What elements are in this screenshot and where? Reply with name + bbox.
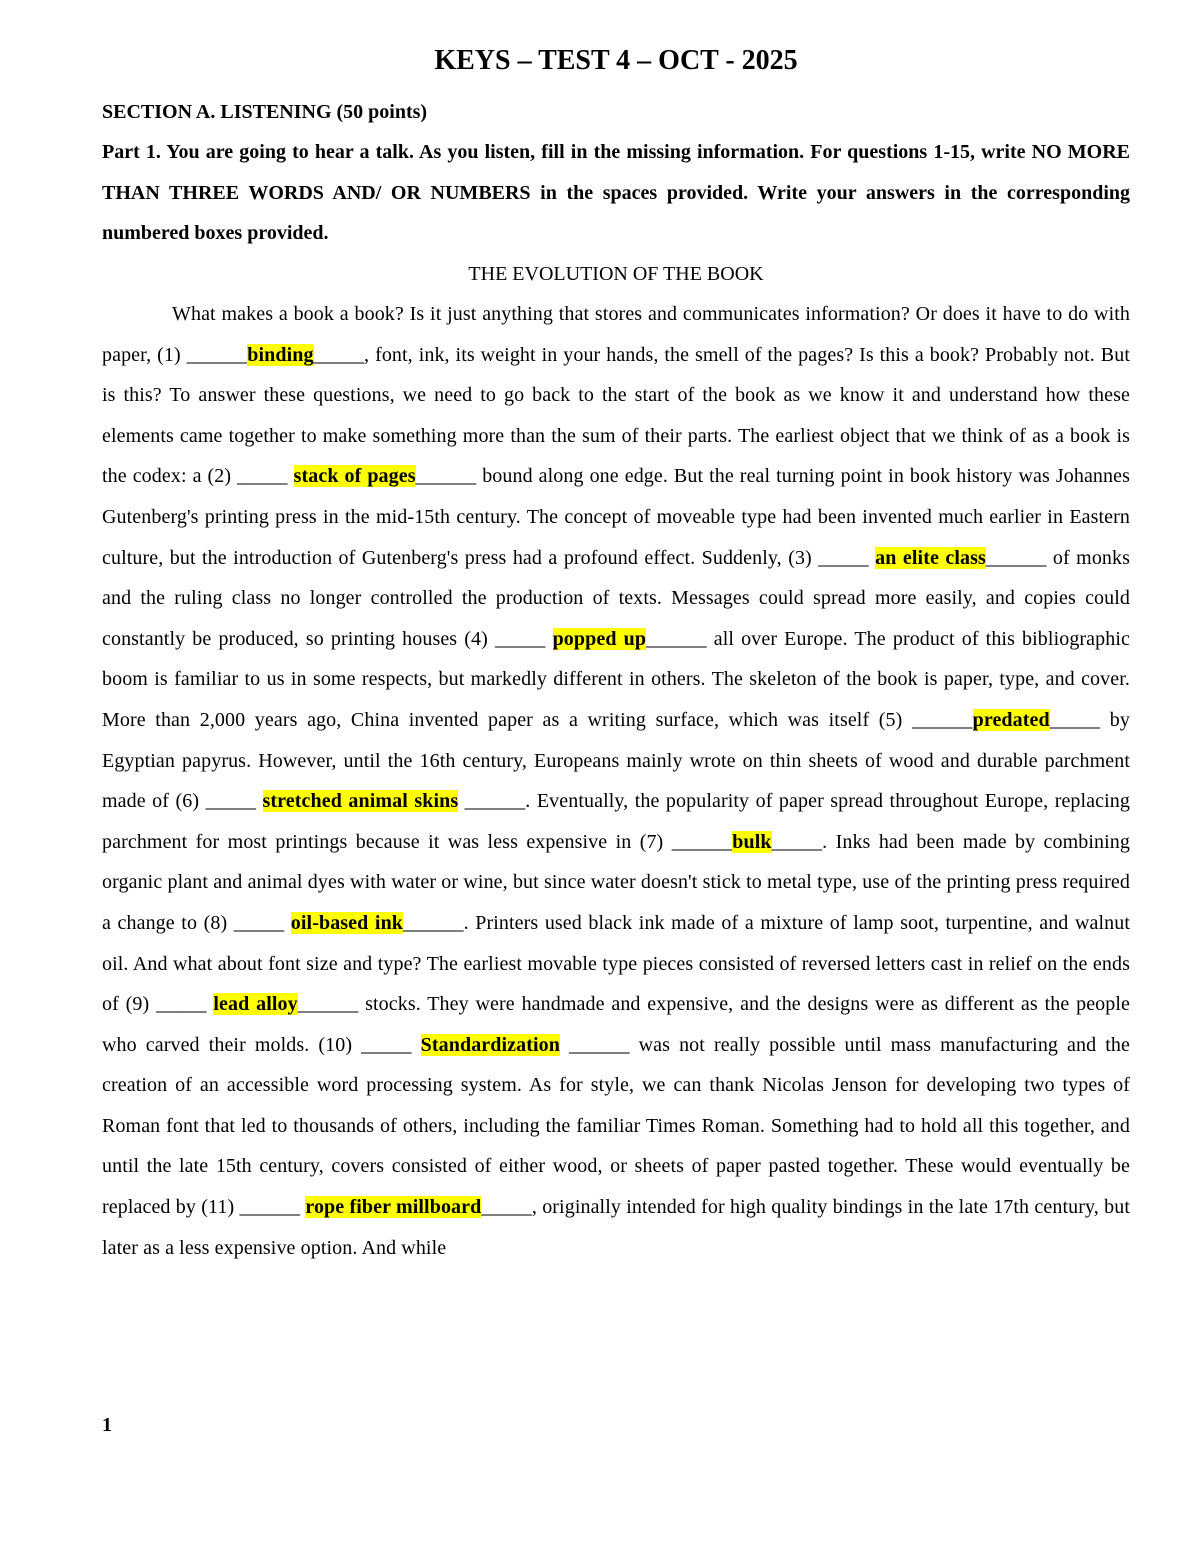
passage-text: ______ was not really possible until mass manufacturing and the creation of an accessible word processing system. As for style, we can thank Nicolas Jenson for developing two types of Roman font that led to thousands of others, including the familiar Times Roman. Something had to hold all this together, and until the late 15th century, covers consisted of either wood, or sheets of paper pasted together. These would eventually be replaced by (11) ______ bbox=[102, 1033, 1130, 1219]
passage-body bbox=[102, 294, 1130, 1268]
passage-title: THE EVOLUTION OF THE BOOK bbox=[468, 262, 764, 285]
passage-text: ______ stocks. They were handmade and expensive, and the designs were as different as the people who carved their molds. (10) _____ bbox=[102, 993, 1130, 1056]
passage-text: ______ bound along one edge. But the real turning point in book history was Johannes Gutenberg's printing press in the mid-15th century. The concept of moveable type had been invented much earlier in Eastern culture, but the introduction of Gutenberg's press had a profound effect. Suddenly, (3) _____ bbox=[102, 465, 1130, 569]
passage-text: ______ all over Europe. The product of this bibliographic boom is familiar to us in some respects, but markedly different in others. The skeleton of the book is paper, type, and cover. More than 2,000 years ago, China invented paper as a writing surface, which was itself (5) ______ bbox=[102, 627, 1130, 731]
passage-text: _____, originally intended for high quality bindings in the late 17th century, but later as a less expensive option. And while bbox=[102, 1196, 1131, 1259]
page-number: 1 bbox=[102, 1414, 112, 1436]
answer-1: binding bbox=[247, 343, 314, 366]
answer-6: stretched animal skins bbox=[262, 790, 459, 813]
answer-5: predated bbox=[972, 708, 1050, 731]
document-title: KEYS – TEST 4 – OCT - 2025 bbox=[434, 45, 798, 76]
passage-text: _____ by Egyptian papyrus. However, until the 16th century, Europeans mainly wrote on thin sheets of wood and durable parchment made of (6) _____ bbox=[102, 708, 1130, 813]
answer-7: bulk bbox=[732, 830, 772, 853]
passage-text: ______. Eventually, the popularity of paper spread throughout Europe, replacing parchment for most printings because it was less expensive in (7) ______ bbox=[102, 790, 1130, 853]
document-page bbox=[102, 40, 1130, 1268]
answer-2: stack of pages bbox=[293, 465, 416, 488]
passage-text: _____, font, ink, its weight in your hands, the smell of the pages? Is this a book? Probably not. But is this? To answer these questions, we need to go back to the start of the book as we know it and understand how these elements came together to make something more than the sum of their parts. The earliest object that we think of as a book is the codex: a (2) _____ bbox=[102, 343, 1130, 488]
answer-11: rope fiber millboard bbox=[305, 1196, 482, 1219]
answer-4: popped up bbox=[552, 627, 647, 650]
part-instructions: Part 1. You are going to hear a talk. As you listen, fill in the missing information. For questions 1-15, write NO MORE THAN THREE WORDS AND/ OR NUMBERS in the spaces provided. Write your answers in the corresponding numbered boxes provided. bbox=[102, 141, 1130, 244]
section-heading: SECTION A. LISTENING (50 points) bbox=[102, 101, 428, 123]
answer-10: Standardization bbox=[420, 1033, 560, 1056]
passage-text: ______ of monks and the ruling class no longer controlled the production of texts. Messages could spread more easily, and copies could constantly be produced, so printing houses (4) _____ bbox=[102, 546, 1130, 650]
passage-text: _____. Inks had been made by combining organic plant and animal dyes with water or wine, but since water doesn't stick to metal type, use of the printing press required a change to (8) _____ bbox=[102, 830, 1130, 934]
answer-8: oil-based ink bbox=[290, 911, 404, 934]
passage-text: ______. Printers used black ink made of a mixture of lamp soot, turpentine, and walnut oil. And what about font size and type? The earliest movable type pieces consisted of reversed letters cast in relief on the ends of (9) _____ bbox=[102, 911, 1130, 1016]
answer-9: lead alloy bbox=[213, 993, 298, 1016]
answer-3: an elite class bbox=[875, 546, 986, 569]
passage-text: What makes a book a book? Is it just anything that stores and communicates information? Or does it have to do with paper, (1) ______ bbox=[102, 303, 1130, 366]
